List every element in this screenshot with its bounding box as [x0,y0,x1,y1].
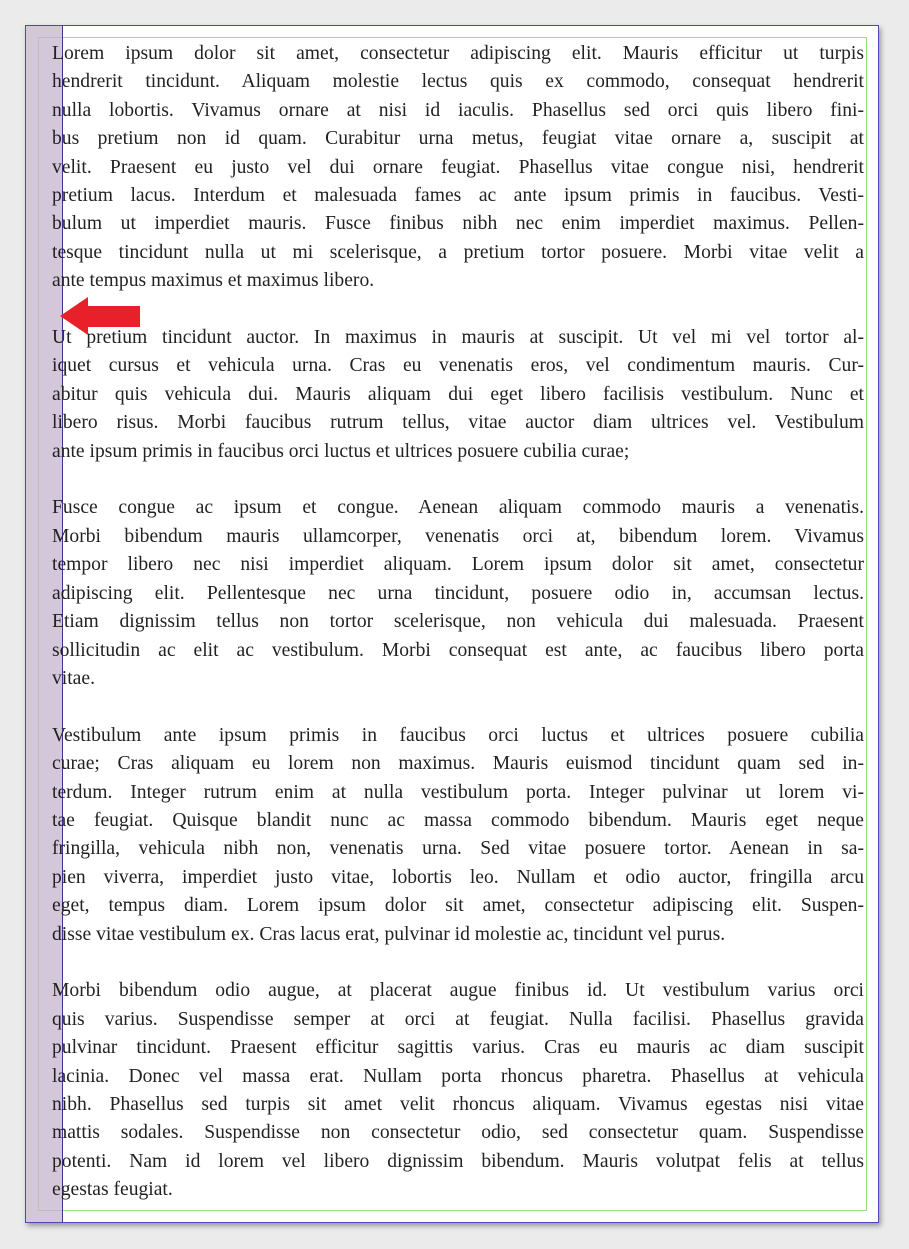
paragraph-1 [52,40,864,296]
text-line: Etiam dignissim tellus non tortor scelerisque, non vehicula dui malesuada. Praesent [52,611,864,633]
text-line: mattis sodales. Suspendisse non consectetur odio, sed consectetur quam. Suspendisse [52,1122,864,1144]
text-line: curae; Cras aliquam eu lorem non maximus. Mauris euismod tincidunt quam sed in- [52,753,864,775]
text-line: adipiscing elit. Pellentesque nec urna tincidunt, posuere odio in, accumsan lectus. [52,582,864,604]
text-line: pien viverra, imperdiet justo vitae, lobortis leo. Nullam et odio auctor, fringilla arcu [52,866,864,888]
text-line: sollicitudin ac elit ac vestibulum. Morbi consequat est ante, ac faucibus libero porta [52,639,864,661]
text-frame[interactable] [52,40,864,1233]
text-line: nibh. Phasellus sed turpis sit amet velit rhoncus aliquam. Vivamus egestas nisi vitae [52,1093,864,1115]
text-line: ante tempus maximus et maximus libero. [52,270,375,292]
paragraph-3 [52,494,864,693]
text-line: tempor libero nec nisi imperdiet aliquam. Lorem ipsum dolor sit amet, consectetur [52,554,864,576]
text-line: terdum. Integer rutrum enim at nulla vestibulum porta. Integer pulvinar ut lorem vi- [52,781,864,803]
text-line: fringilla, vehicula nibh non, venenatis urna. Sed vitae posuere tortor. Aenean in sa- [52,838,864,860]
text-line: hendrerit tincidunt. Aliquam molestie lectus quis ex commodo, consequat hendrerit [52,71,864,93]
text-line: eget, tempus diam. Lorem ipsum dolor sit amet, consectetur adipiscing elit. Suspen- [52,895,864,917]
text-line: egestas feugiat. [52,1179,173,1201]
text-line: Lorem ipsum dolor sit amet, consectetur adipiscing elit. Mauris efficitur ut turpis [52,43,864,64]
text-line: lacinia. Donec vel massa erat. Nullam porta rhoncus pharetra. Phasellus at vehicula [52,1065,864,1087]
text-line: disse vitae vestibulum ex. Cras lacus erat, pulvinar id molestie ac, tincidunt vel purus. [52,923,726,945]
text-line: pulvinar tincidunt. Praesent efficitur sagittis varius. Cras eu mauris ac diam suscipit [52,1037,864,1059]
text-line: nulla lobortis. Vivamus ornare at nisi id iaculis. Phasellus sed orci quis libero fini- [52,99,864,121]
text-line: Morbi bibendum mauris ullamcorper, venenatis orci at, bibendum lorem. Vivamus [52,525,864,547]
text-line: tesque tincidunt nulla ut mi scelerisque, a pretium tortor posuere. Morbi vitae velit a [52,241,864,263]
text-line: Fusce congue ac ipsum et congue. Aenean aliquam commodo mauris a venenatis. [52,497,864,519]
text-line: Ut pretium tincidunt auctor. In maximus in mauris at suscipit. Ut vel mi vel tortor al- [52,327,864,349]
paragraph-2 [52,324,864,466]
text-line: bulum ut imperdiet mauris. Fusce finibus nibh nec enim imperdiet maximus. Pellen- [52,213,864,235]
paragraph-5 [52,977,864,1204]
text-line: potenti. Nam id lorem vel libero dignissim bibendum. Mauris volutpat felis at tellus [52,1150,864,1172]
text-line: tae feugiat. Quisque blandit nunc ac massa commodo bibendum. Mauris eget neque [52,809,864,831]
text-line: pretium lacus. Interdum et malesuada fames ac ante ipsum primis in faucibus. Vesti- [52,185,864,207]
text-line: ante ipsum primis in faucibus orci luctus et ultrices posuere cubilia curae; [52,440,630,462]
text-line: bus pretium non id quam. Curabitur urna metus, feugiat vitae ornare a, suscipit at [52,128,864,150]
text-line: quis varius. Suspendisse semper at orci at feugiat. Nulla facilisi. Phasellus gravida [52,1008,864,1030]
paragraph-4 [52,722,864,949]
text-line: vitae. [52,667,95,689]
text-line: Morbi bibendum odio augue, at placerat augue finibus id. Ut vestibulum varius orci [52,980,864,1002]
text-line: abitur quis vehicula dui. Mauris aliquam dui eget libero facilisis vestibulum. Nunc et [52,383,864,405]
text-line: velit. Praesent eu justo vel dui ornare feugiat. Phasellus vitae congue nisi, hendrerit [52,156,864,178]
text-line: iquet cursus et vehicula urna. Cras eu venenatis eros, vel condimentum mauris. Cur- [52,355,864,377]
text-line: Vestibulum ante ipsum primis in faucibus orci luctus et ultrices posuere cubilia [52,724,864,746]
text-line: libero risus. Morbi faucibus rutrum tellus, vitae auctor diam ultrices vel. Vestibulum [52,412,864,434]
left-arrow-icon [60,293,142,339]
